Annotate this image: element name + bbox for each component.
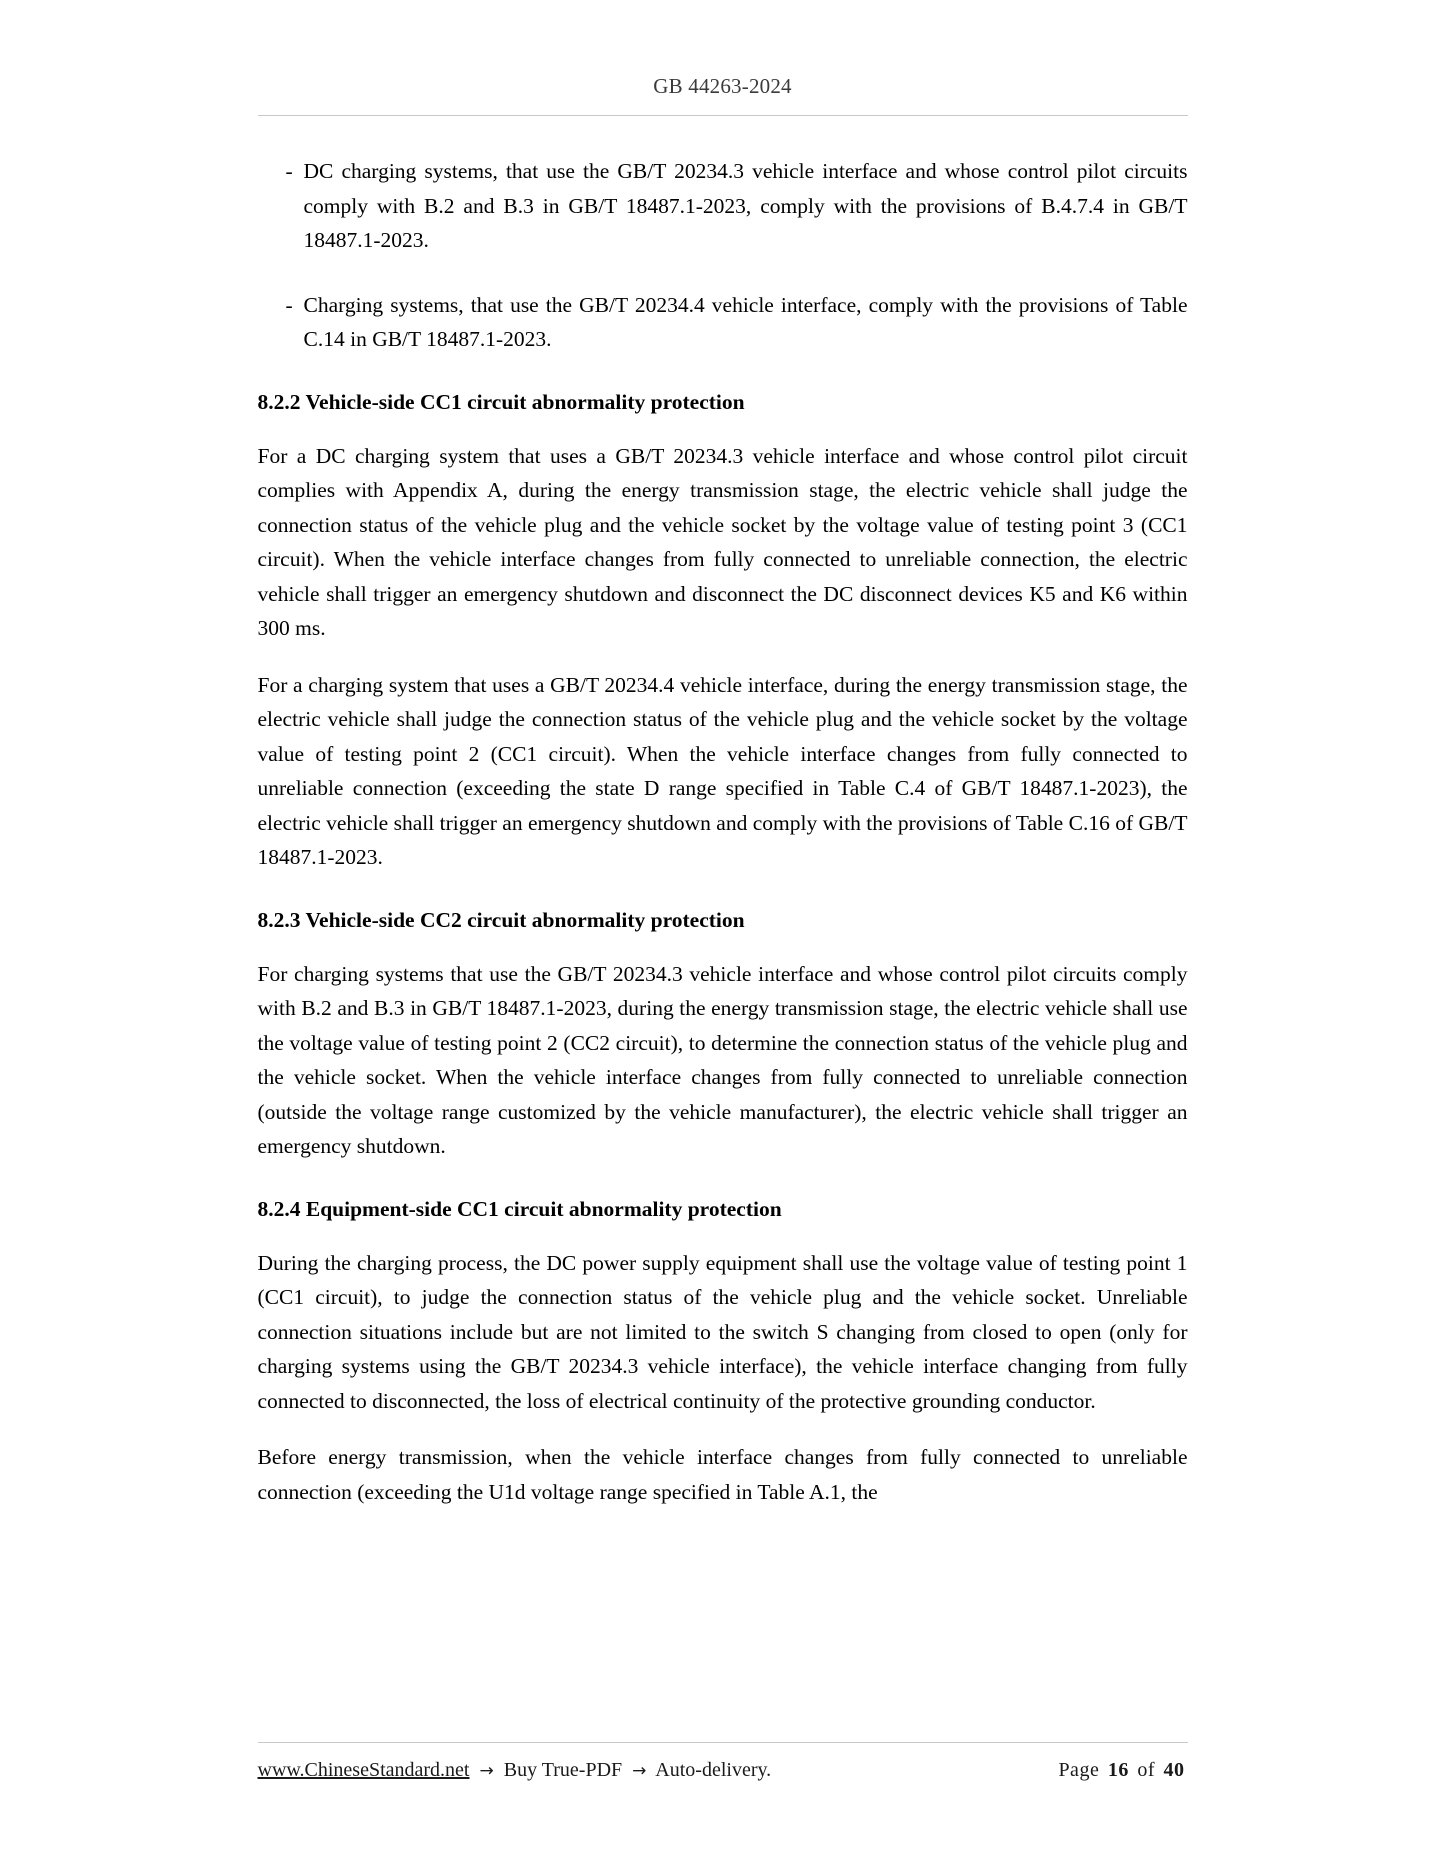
section-paragraph: For charging systems that use the GB/T 20234.3 vehicle interface and whose control pilot circuits comply with B.2 and B.3 in GB/T 18487.1-2023, during the energy transmission stage, the electric vehicle shall use the voltage value of testing point 2 (CC2 circuit), to determine the connection status of the vehicle plug and the vehicle socket. When the vehicle interface changes from fully connected to unreliable connection (outside the voltage range customized by the vehicle manufacturer), the electric vehicle shall trigger an emergency shutdown. — [257, 961, 1188, 1158]
arrow-right-icon: → — [632, 1761, 647, 1781]
page-footer — [258, 1742, 1188, 1782]
list-item — [258, 288, 1188, 357]
bullet-dash: - — [285, 292, 293, 317]
list-item-text: DC charging systems, that use the GB/T 20234.3 vehicle interface and whose control pilot circuits comply with B.2 and B.3 in GB/T 18487.1-2023, comply with the provisions of B.4.7.4 in GB/T 18487.1-2023. — [303, 159, 1188, 252]
list-item-text: Charging systems, that use the GB/T 20234.4 vehicle interface, comply with the provisions of Table C.14 in GB/T 18487.1-2023. — [303, 292, 1188, 351]
section-paragraph: For a charging system that uses a GB/T 20234.4 vehicle interface, during the energy transmission stage, the electric vehicle shall judge the connection status of the vehicle plug and the vehicle socket by the voltage value of testing point 2 (CC1 circuit). When the vehicle interface changes from fully connected to unreliable connection (exceeding the state D range specified in Table C.4 of GB/T 18487.1-2023), the electric vehicle shall trigger an emergency shutdown and comply with the provisions of Table C.16 of GB/T 18487.1-2023. — [257, 672, 1188, 869]
document-standard-number: GB 44263-2024 — [653, 74, 792, 98]
footer-promo — [258, 1759, 772, 1782]
section-heading-8-2-2: 8.2.2 Vehicle-side CC1 circuit abnormality protection — [257, 389, 745, 414]
bullet-dash: - — [285, 159, 293, 183]
section-paragraph: During the charging process, the DC power supply equipment shall use the voltage value of testing point 1 (CC1 circuit), to judge the connection status of the vehicle plug and the vehicle socket. Unreliable connection situations include but are not limited to the switch S changing from closed to open (only for charging systems using the GB/T 20234.3 vehicle interface), the vehicle interface changing from fully connected to disconnected, the loss of electrical continuity of the protective grounding conductor. — [257, 1250, 1188, 1413]
arrow-right-icon: → — [479, 1761, 494, 1781]
page-number-indicator — [1058, 1759, 1187, 1782]
page-header — [0, 0, 1445, 99]
document-body — [258, 116, 1188, 1509]
section-heading-8-2-3: 8.2.3 Vehicle-side CC2 circuit abnormality protection — [257, 907, 745, 932]
page-label: Page — [1058, 1759, 1100, 1781]
footer-buy-text: Buy True-PDF — [503, 1759, 623, 1781]
footer-divider — [258, 1742, 1188, 1743]
footer-site-link[interactable]: www.ChineseStandard.net — [257, 1759, 470, 1781]
footer-delivery-text: Auto-delivery. — [655, 1759, 772, 1781]
section-paragraph: Before energy transmission, when the vehicle interface changes from fully connected to unreliable connection (exceeding the U1d voltage range specified in Table A.1, the — [257, 1445, 1188, 1504]
list-item — [258, 154, 1188, 258]
top-spacer — [258, 146, 1188, 154]
section-heading-8-2-4: 8.2.4 Equipment-side CC1 circuit abnormality protection — [257, 1196, 782, 1221]
section-paragraph: For a DC charging system that uses a GB/T 20234.3 vehicle interface and whose control pilot circuit complies with Appendix A, during the energy transmission stage, the electric vehicle shall judge the connection status of the vehicle plug and the vehicle socket by the voltage value of testing point 3 (CC1 circuit). When the vehicle interface changes from fully connected to unreliable connection, the electric vehicle shall trigger an emergency shutdown and disconnect the DC disconnect devices K5 and K6 within 300 ms. — [257, 443, 1188, 640]
current-page-number: 16 — [1107, 1759, 1129, 1781]
of-label: of — [1137, 1759, 1155, 1781]
total-page-number: 40 — [1163, 1759, 1185, 1781]
